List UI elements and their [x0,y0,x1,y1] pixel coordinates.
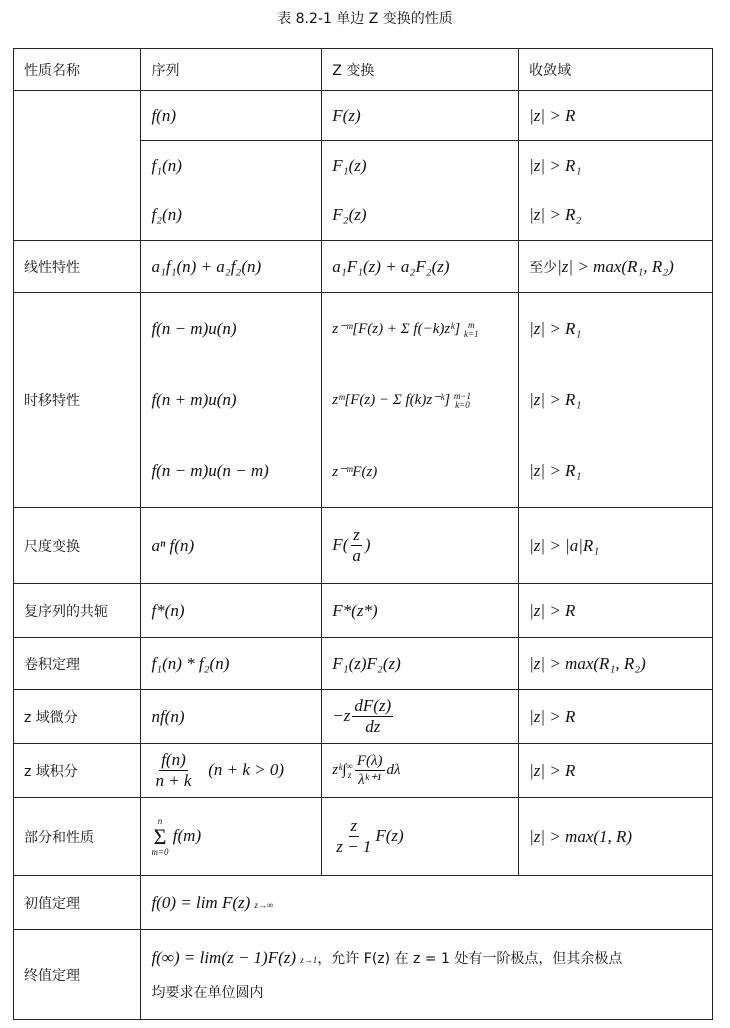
scale-seq: aⁿ f(n) [141,508,322,584]
table-row-integ: z 域积分 $\frac{f(n)}{n + k}$ (n + k > 0) zᵏ∫ ∞ z $\frac{F(\lambda)}{\text{λᵏ⁺¹}}$ dλ |z| > R [14,744,713,798]
shift-name: 时移特性 [14,293,141,508]
sum2-top: m−1 [453,391,471,402]
shift-roc-0: |z| > R₁ [529,318,582,338]
table-row-linear [14,241,713,293]
final-note2: 均要求在单位圆内 [151,984,264,1001]
conj-name: 复序列的共轭 [14,584,141,638]
conv-zt: F₁(z)F₂(z) [322,638,519,690]
base-roc-0: |z| > R [519,91,713,141]
header-z-transform: Z 变换 [322,49,519,91]
scale-roc: |z| > |a|R₁ [519,508,713,584]
base-roc-1: |z| > R₁ [529,155,582,175]
base-seq-0: f(n) [141,91,322,141]
final-name: 终值定理 [14,930,141,1020]
scale-frac: $\frac{z}{a}$ [352,524,361,565]
linear-seq: a₁f₁(n) + a₂f₂(n) [141,241,322,293]
shift-zt-2: z⁻ᵐF(z) [332,464,378,480]
integ-seq-frac: $\frac{f(n)}{n + k}$ [155,749,192,790]
linear-roc-prefix: 至少 [529,259,558,276]
init-expr: f(0) = lim F(z) [151,892,251,912]
shift-zt-0: z⁻ᵐ[F(z) + Σ f(−k)zᵏ] m k=1 [332,319,479,339]
final-expr: f(∞) = lim(z − 1)F(z) [151,947,297,967]
table-row-final: 终值定理 f(∞) = lim(z − 1)F(z) z→1，允许 F(z) 在 z = 1 处有一阶极点，但其余极点 均要求在单位圆内 [14,930,713,1020]
header-row [14,49,713,91]
table-row-diff: z 域微分 nf(n) −z $\frac{dF(z)}{dz}$ |z| > R [14,690,713,744]
diff-seq: nf(n) [141,690,322,744]
shift-seq-0: f(n − m)u(n) [151,318,237,338]
conv-seq: f₁(n) * f₂(n) [141,638,322,690]
base-seq-1: f₁(n) [151,155,182,175]
table-row-init: 初值定理 f(0) = lim F(z) z→∞ [14,876,713,930]
shift-zt-1: zᵐ[F(z) − Σ f(k)z⁻ᵏ] m−1 k=0 [332,391,471,411]
table-row-partial: 部分和性质 n Σ m=0 f(m) $\frac{z}{z - 1}$ F(z) |z| > max(1, R) [14,798,713,876]
scale-name: 尺度变换 [14,508,141,584]
conj-zt: F*(z*) [322,584,519,638]
linear-zt: a₁F₁(z) + a₂F₂(z) [322,241,519,293]
shift-roc-1: |z| > R₁ [529,389,582,409]
base-name [14,91,141,241]
table-row-base-f [14,91,713,141]
partial-name: 部分和性质 [14,798,141,876]
header-sequence: 序列 [141,49,322,91]
shift-seq-1: f(n + m)u(n) [151,389,237,409]
table-row-shift [14,293,713,508]
integ-roc: |z| > R [519,744,713,798]
table-row-scale: 尺度变换 aⁿ f(n) F( $\frac{z}{a}$ ) |z| > |a|R₁ [14,508,713,584]
shift-roc-2: |z| > R₁ [529,461,582,481]
table-row-conj [14,584,713,638]
conv-name: 卷积定理 [14,638,141,690]
linear-name: 线性特性 [14,241,141,293]
table-caption: 表 8.2-1 单边 Z 变换的性质 [277,11,453,27]
base-zt-0: F(z) [322,91,519,141]
base-zt-1: F₁(z) [332,155,367,175]
sum2-bottom: k=0 [455,400,470,411]
base-roc-2: |z| > R₂ [529,205,582,225]
table-row-conv [14,638,713,690]
header-roc: 收敛域 [519,49,713,91]
base-zt-2: F₂(z) [332,205,367,225]
linear-roc: |z| > max(R₁, R₂) [557,256,674,276]
sum1-bottom: k=1 [464,328,479,339]
integ-name: z 域积分 [14,744,141,798]
diff-roc: |z| > R [519,690,713,744]
init-name: 初值定理 [14,876,141,930]
conv-roc: |z| > max(R₁, R₂) [519,638,713,690]
z-transform-properties-table [13,48,713,1020]
conj-seq: f*(n) [141,584,322,638]
diff-frac: $\frac{dF(z)}{dz}$ [354,695,392,736]
conj-roc: |z| > R [519,584,713,638]
header-property: 性质名称 [14,49,141,91]
diff-name: z 域微分 [14,690,141,744]
sum1-top: m [468,319,475,330]
base-seq-2: f₂(n) [151,205,182,225]
partial-sum: n Σ m=0 [151,815,169,857]
shift-seq-2: f(n − m)u(n − m) [151,461,269,481]
partial-roc: |z| > max(1, R) [519,798,713,876]
